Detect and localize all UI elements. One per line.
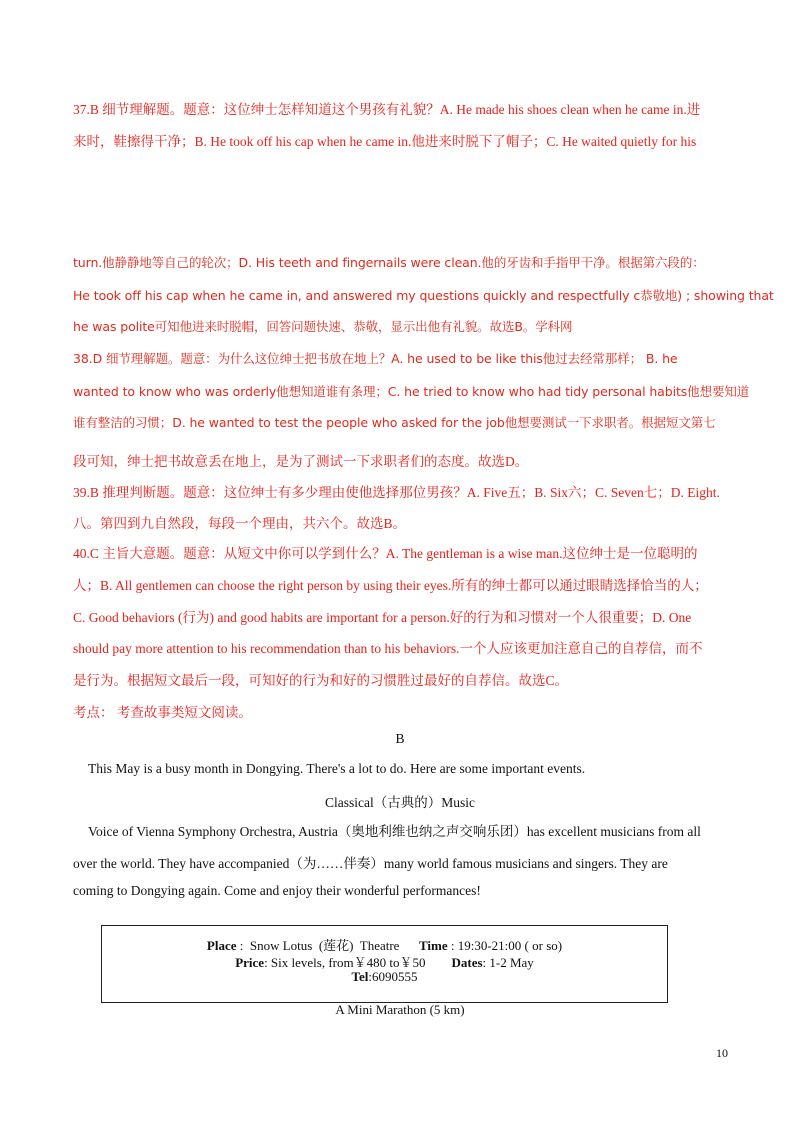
answer-38-line-4: 段可知，绅士把书故意丢在地上，是为了测试一下求职者们的态度。故选D。 [73, 454, 529, 469]
answer-39-line-1: 39.B 推理判断题。题意：这位绅士有多少理由使他选择那位男孩？A. Five五；B. Six六；C. Seven七；D. Eight. [73, 485, 720, 500]
answer-40-line-5: 是行为。根据短文最后一段，可知好的行为和好的习惯胜过最好的自荐信。故选C。 [73, 673, 569, 688]
section-paragraph-line-3: coming to Dongying again. Come and enjoy their wonderful performances! [73, 883, 481, 898]
price-value: : Six levels, from￥480 to￥50 [264, 955, 452, 970]
answer-38-line-1: 38.D 细节理解题。题意：为什么这位绅士把书放在地上？A. he used to be like this他过去经常那样； B. he [73, 351, 678, 366]
time-value: : 19:30-21:00 ( or so) [447, 938, 563, 953]
answer-37-line-1: 37.B 细节理解题。题意：这位绅士怎样知道这个男孩有礼貌？A. He made his shoes clean when he came in.进 [73, 102, 701, 117]
section-intro: This May is a busy month in Dongying. There's a lot to do. Here are some important events. [88, 761, 586, 776]
page-number: 10 [716, 1046, 728, 1060]
info-row-tel [102, 969, 667, 985]
tel-value: :6090555 [368, 969, 418, 984]
price-label: Price [235, 955, 265, 970]
answer-40-line-4: should pay more attention to his recommendation than to his behaviors.一个人应该更加注意自己的自荐信，而不 [73, 641, 703, 656]
section-paragraph-line-1: Voice of Vienna Symphony Orchestra, Austria（奥地利维也纳之声交响乐团）has excellent musicians from all [88, 824, 701, 839]
dates-value: : 1-2 May [482, 955, 534, 970]
kaodian-note: 考点： 考查故事类短文阅读。 [73, 705, 252, 720]
answer-37-line-5: he was polite可知他进来时脱帽，回答问题快速、恭敬，显示出他有礼貌。故选B。学科网 [73, 319, 573, 334]
answer-40-line-1: 40.C 主旨大意题。题意：从短文中你可以学到什么？A. The gentleman is a wise man.这位绅士是一位聪明的 [73, 546, 698, 561]
answer-40-line-2: 人；B. All gentlemen can choose the right person by using their eyes.所有的绅士都可以通过眼睛选择恰当的人； [73, 578, 708, 593]
event-info-box [101, 925, 668, 1003]
answer-38-line-3: 谁有整洁的习惯；D. he wanted to test the people who asked for the job他想要测试一下求职者。根据短文第七 [73, 415, 716, 430]
answer-37-line-3: turn.他静静地等自己的轮次；D. His teeth and fingernails were clean.他的牙齿和手指甲干净。根据第六段的： [73, 255, 705, 270]
tel-label: Tel [351, 969, 369, 984]
next-section-heading: A Mini Marathon (5 km) [335, 1002, 465, 1017]
place-value: : Snow Lotus (莲花) Theatre [236, 938, 419, 953]
section-heading: Classical（古典的）Music [325, 795, 475, 810]
dates-label: Dates [451, 955, 483, 970]
answer-39-line-2: 八。第四到九自然段，每段一个理由，共六个。故选B。 [73, 516, 407, 531]
section-paragraph-line-2: over the world. They have accompanied（为……伴奏）many world famous musicians and singers. They are [73, 856, 668, 871]
answer-37-line-2: 来时，鞋擦得干净；B. He took off his cap when he came in.他进来时脱下了帽子；C. He waited quietly for his [73, 134, 697, 149]
answer-37-line-4: He took off his cap when he came in, and answered my questions quickly and respectfully c恭敬地) ; showing that [73, 288, 774, 303]
place-label: Place [206, 938, 237, 953]
time-label: Time [418, 938, 448, 953]
answer-38-line-2: wanted to know who was orderly他想知道谁有条理；C. he tried to know who had tidy personal habits他想要知道 [73, 384, 750, 399]
answer-40-line-3: C. Good behaviors (行为) and good habits are important for a person.好的行为和习惯对一个人很重要；D. One [73, 610, 692, 625]
section-letter: B [395, 731, 405, 746]
